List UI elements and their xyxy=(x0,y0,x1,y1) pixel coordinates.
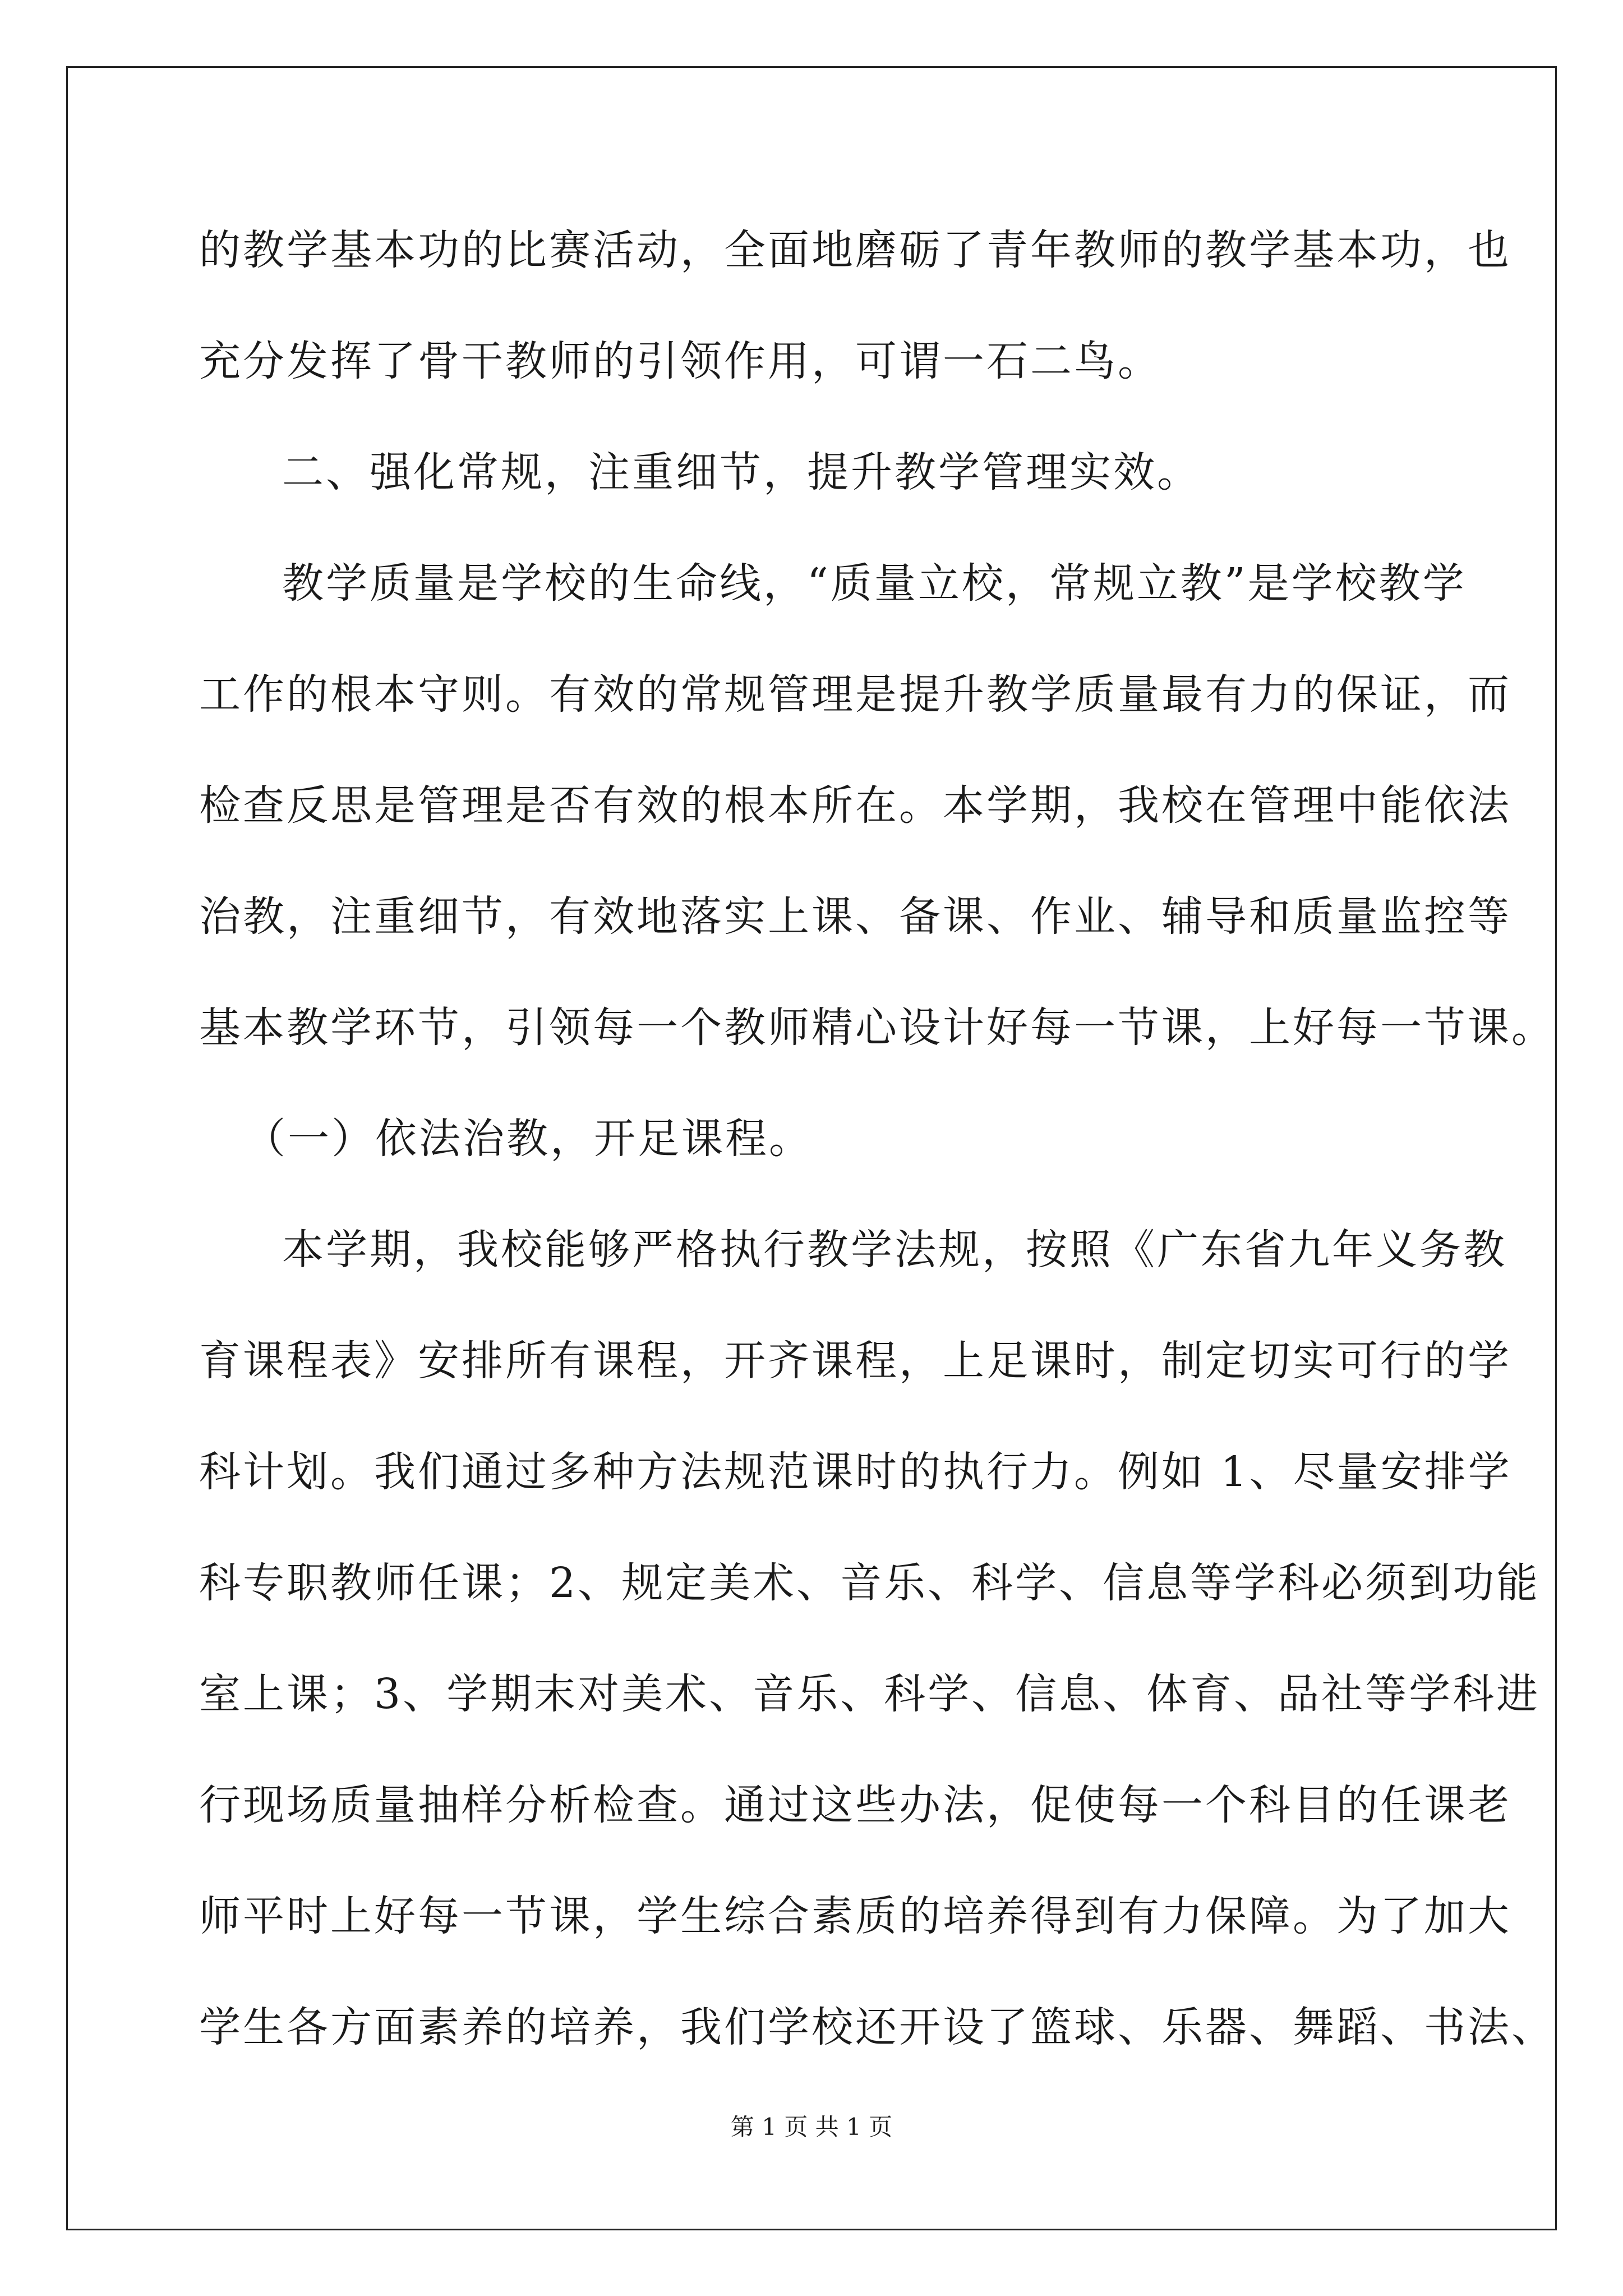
text-line: 教学质量是学校的生命线，“质量立校，常规立教”是学校教学 xyxy=(282,559,1467,608)
text-line: 治教，注重细节，有效地落实上课、备课、作业、辅导和质量监控等 xyxy=(199,892,1511,941)
text-line: 科计划。我们通过多种方法规范课时的执行力。例如 1、尽量安排学 xyxy=(199,1448,1512,1496)
text-line: 师平时上好每一节课，学生综合素质的培养得到有力保障。为了加大 xyxy=(199,1892,1511,1940)
text-line: 行现场质量抽样分析检查。通过这些办法，促使每一个科目的任课老 xyxy=(199,1781,1511,1829)
text-line: 本学期，我校能够严格执行教学法规，按照《广东省九年义务教 xyxy=(282,1226,1507,1274)
text-line: 育课程表》安排所有课程，开齐课程，上足课时，制定切实可行的学 xyxy=(199,1337,1511,1385)
text-line: 检查反思是管理是否有效的根本所在。本学期，我校在管理中能依法 xyxy=(199,781,1511,830)
text-line: 室上课；3、学期末对美术、音乐、科学、信息、体育、品社等学科进 xyxy=(199,1670,1541,1718)
page-footer: 第 1 页 共 1 页 xyxy=(730,2113,893,2141)
text-line: 充分发挥了骨干教师的引领作用，可谓一石二鸟。 xyxy=(199,337,1161,385)
text-line: 科专职教师任课；2、规定美术、音乐、科学、信息等学科必须到功能 xyxy=(199,1559,1541,1607)
text-line: 基本教学环节，引领每一个教师精心设计好每一节课，上好每一节课。 xyxy=(199,1004,1555,1052)
text-line: 学生各方面素养的培养，我们学校还开设了篮球、乐器、舞蹈、书法、 xyxy=(199,2003,1555,2051)
text-line: 的教学基本功的比赛活动，全面地磨砺了青年教师的教学基本功，也 xyxy=(199,226,1511,274)
text-line: 工作的根本守则。有效的常规管理是提升教学质量最有力的保证，而 xyxy=(199,670,1511,719)
section-heading: 二、强化常规，注重细节，提升教学管理实效。 xyxy=(282,448,1201,496)
subsection-heading: （一）依法治教，开足课程。 xyxy=(244,1115,813,1163)
